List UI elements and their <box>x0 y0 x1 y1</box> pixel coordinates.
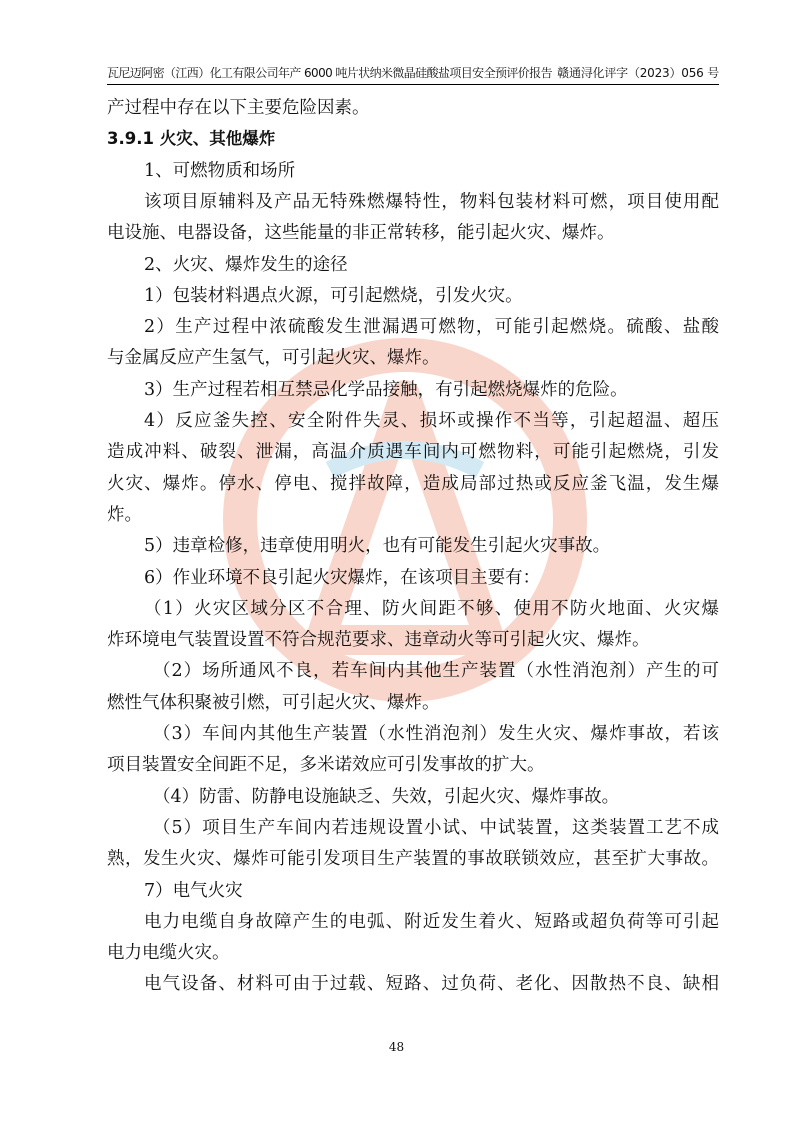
text-line: 与金属反应产生氢气，可引起火灾、爆炸。 <box>107 348 440 369</box>
text-line: 4）反应釜失控、安全附件失灵、损坏或操作不当等，引起超温、超压 <box>144 411 719 431</box>
text-line: 1、可燃物质和场所 <box>144 160 296 181</box>
text-line: 电力电缆自身故障产生的电弧、附近发生着火、短路或超负荷等可引起 <box>144 911 719 932</box>
text-line: （3）车间内其他生产装置（水性消泡剂）发生火灾、爆炸事故，若该 <box>153 724 719 744</box>
section-heading: 3.9.1 火灾、其他爆炸 <box>107 129 276 149</box>
page-number: 48 <box>388 1040 405 1054</box>
text-line: 燃性气体积聚被引燃，可引起火灾、爆炸。 <box>107 692 440 713</box>
text-line: （4）防雷、防静电设施缺乏、失效，引起火灾、爆炸事故。 <box>153 786 620 807</box>
text-line: 炸。 <box>107 504 142 525</box>
text-line: 2）生产过程中浓硫酸发生泄漏遇可燃物，可能引起燃烧。硫酸、盐酸 <box>144 317 719 338</box>
text-line: 6）作业环境不良引起火灾爆炸，在该项目主要有： <box>144 567 541 588</box>
text-line: 该项目原辅料及产品无特殊燃爆特性，物料包装材料可燃，项目使用配 <box>144 191 719 212</box>
text-line: 电力电缆火灾。 <box>107 943 230 964</box>
text-line: （2）场所通风不良，若车间内其他生产装置（水性消泡剂）产生的可 <box>153 661 719 682</box>
text-line: 产过程中存在以下主要危险因素。 <box>107 98 370 118</box>
text-line: 7）电气火灾 <box>144 880 243 901</box>
text-line: （1）火灾区域分区不合理、防火间距不够、使用不防火地面、火灾爆 <box>144 598 719 619</box>
text-line: 5）违章检修，违章使用明火，也有可能发生引起火灾事故。 <box>144 536 611 557</box>
header-report-title: 瓦尼迈阿密（江西）化工有限公司年产 6000 吨片状纳米微晶硅酸盐项目安全预评价报告 <box>107 66 552 80</box>
text-line: 1）包装材料遇点火源，可引起燃烧，引发火灾。 <box>144 285 523 306</box>
text-line: 熟，发生火灾、爆炸可能引发项目生产装置的事故联锁效应，甚至扩大事故。 <box>107 849 719 870</box>
text-line: 电气设备、材料可由于过载、短路、过负荷、老化、因散热不良、缺相 <box>144 974 719 995</box>
text-line: 炸环境电气装置设置不符合规范要求、违章动火等可引起火灾、爆炸。 <box>107 630 650 651</box>
text-line: 电设施、电器设备，这些能量的非正常转移，能引起火灾、爆炸。 <box>107 223 615 244</box>
text-line: 造成冲料、破裂、泄漏，高温介质遇车间内可燃物料，可能引起燃烧，引发 <box>107 442 719 463</box>
text-line: （5）项目生产车间内若违规设置小试、中试装置，这类装置工艺不成 <box>153 817 719 838</box>
text-line: 2、火灾、爆炸发生的途径 <box>144 254 348 275</box>
text-line: 3）生产过程若相互禁忌化学品接触，有引起燃烧爆炸的危险。 <box>144 379 628 400</box>
page-header <box>107 64 719 85</box>
header-report-number: 赣通浔化评字（2023）056 号 <box>557 66 719 80</box>
text-line: 项目装置安全间距不足，多米诺效应可引发事故的扩大。 <box>107 755 545 776</box>
text-line: 火灾、爆炸。停水、停电、搅拌故障，造成局部过热或反应釜飞温，发生爆 <box>107 473 719 494</box>
